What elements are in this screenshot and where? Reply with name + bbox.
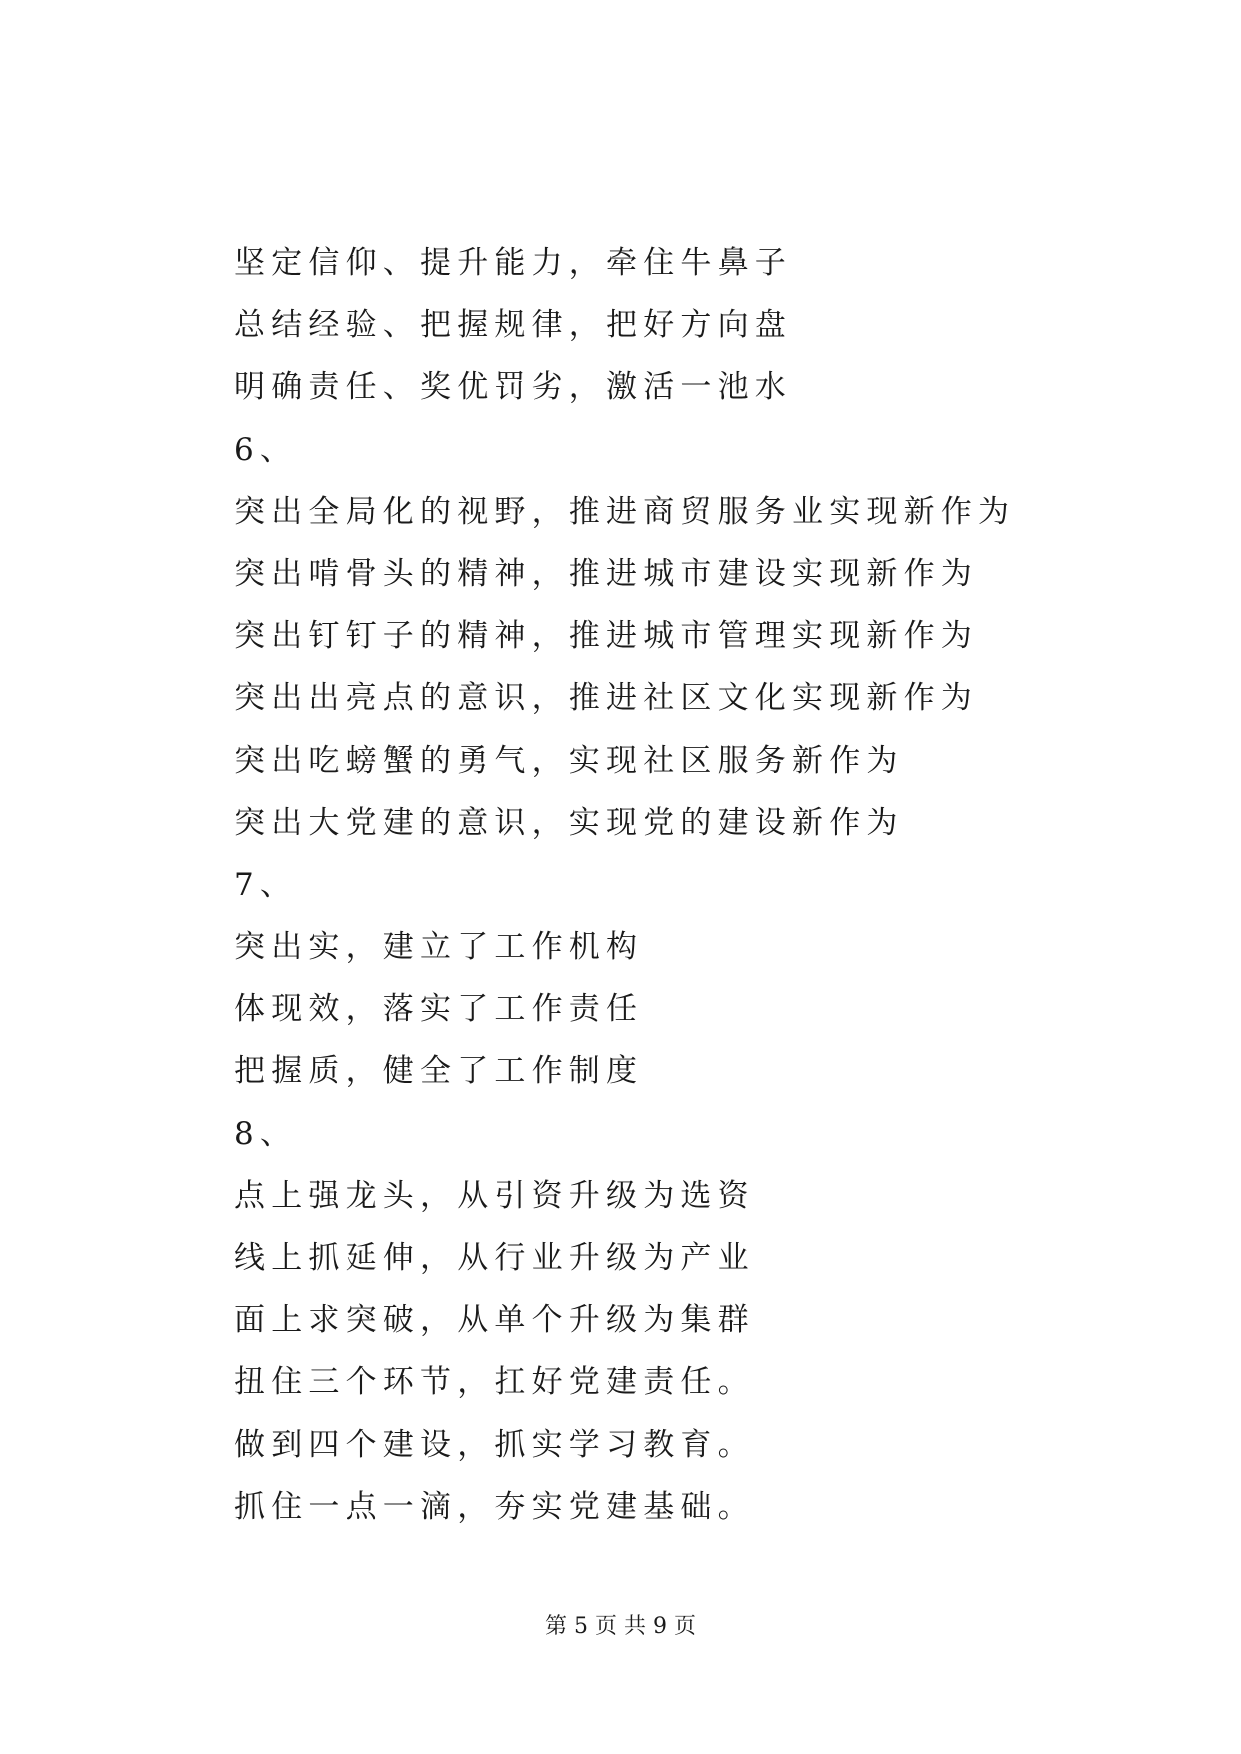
text-line: 突出大党建的意识，实现党的建设新作为	[234, 804, 904, 841]
section-number: 6、	[234, 431, 298, 468]
text-line: 扭住三个环节，扛好党建责任。	[234, 1364, 755, 1401]
text-line: 面上求突破，从单个升级为集群	[234, 1302, 755, 1339]
section-number: 8、	[234, 1115, 298, 1152]
text-line: 做到四个建设，抓实学习教育。	[234, 1426, 755, 1463]
text-line: 明确责任、奖优罚劣，激活一池水	[234, 369, 792, 406]
page-footer: 第 5 页 共 9 页	[545, 1614, 696, 1639]
document-body	[234, 232, 1134, 1538]
text-line: 突出出亮点的意识，推进社区文化实现新作为	[234, 680, 978, 717]
text-line: 突出啃骨头的精神，推进城市建设实现新作为	[234, 555, 978, 592]
section-number: 7、	[234, 866, 298, 903]
text-line: 突出钉钉子的精神，推进城市管理实现新作为	[234, 618, 978, 655]
text-line: 抓住一点一滴，夯实党建基础。	[234, 1488, 755, 1525]
text-line: 总结经验、把握规律，把好方向盘	[234, 307, 792, 344]
text-line: 突出全局化的视野，推进商贸服务业实现新作为	[234, 493, 1016, 530]
text-line: 坚定信仰、提升能力，牵住牛鼻子	[234, 245, 792, 281]
text-line: 线上抓延伸，从行业升级为产业	[234, 1240, 755, 1276]
text-line: 点上强龙头，从引资升级为选资	[234, 1177, 755, 1214]
text-line: 把握质，健全了工作制度	[234, 1053, 644, 1090]
text-line: 体现效，落实了工作责任	[234, 991, 644, 1028]
text-line: 突出实，建立了工作机构	[234, 929, 644, 966]
text-line: 突出吃螃蟹的勇气，实现社区服务新作为	[234, 742, 904, 779]
